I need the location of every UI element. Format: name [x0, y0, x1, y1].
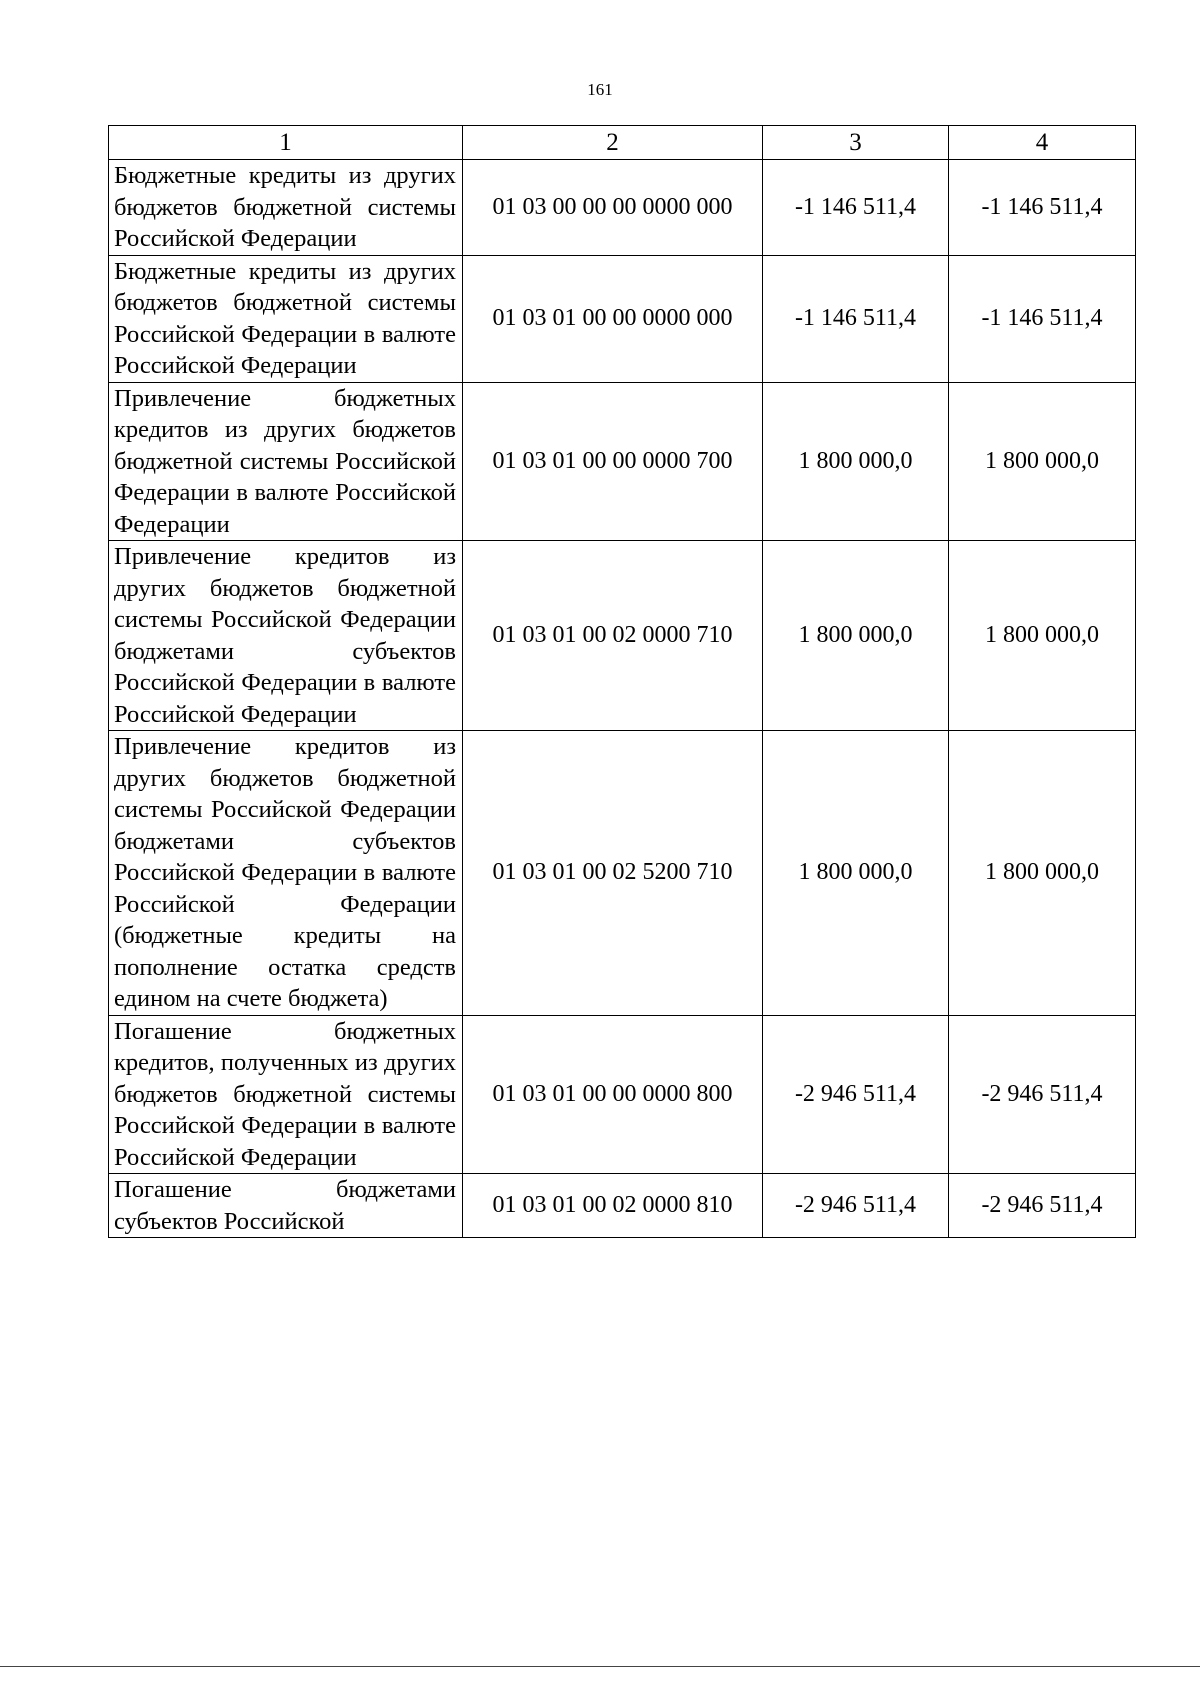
- table-header-row: [109, 126, 1136, 160]
- footer-divider: [0, 1666, 1200, 1667]
- table-row: [109, 541, 1136, 731]
- row-value-col3: 1 800 000,0: [763, 731, 949, 1016]
- row-value-col3: -1 146 511,4: [763, 255, 949, 382]
- row-name: Привлечение бюджетных кредитов из других бюджетов бюджетной системы Российской Федерации в валюте Российской Федерации: [109, 382, 463, 541]
- row-code: 01 03 00 00 00 0000 000: [463, 160, 763, 256]
- row-name: Погашение бюджетами субъектов Российской: [109, 1174, 463, 1238]
- column-header-1: 1: [109, 126, 463, 160]
- row-value-col4: 1 800 000,0: [949, 731, 1136, 1016]
- row-code: 01 03 01 00 02 0000 710: [463, 541, 763, 731]
- row-value-col3: -2 946 511,4: [763, 1015, 949, 1174]
- table-row: [109, 382, 1136, 541]
- row-value-col3: -1 146 511,4: [763, 160, 949, 256]
- page-number: 161: [587, 80, 613, 99]
- row-value-col3: 1 800 000,0: [763, 382, 949, 541]
- table-row: [109, 731, 1136, 1016]
- row-value-col4: -2 946 511,4: [949, 1174, 1136, 1238]
- row-value-col4: -1 146 511,4: [949, 255, 1136, 382]
- row-value-col3: 1 800 000,0: [763, 541, 949, 731]
- table-row: [109, 255, 1136, 382]
- row-name: Привлечение кредитов из других бюджетов бюджетной системы Российской Федерации бюджетами субъектов Российской Федерации в валюте Российской Федерации: [109, 541, 463, 731]
- row-value-col4: -1 146 511,4: [949, 160, 1136, 256]
- row-name: Бюджетные кредиты из других бюджетов бюджетной системы Российской Федерации в валюте Российской Федерации: [109, 255, 463, 382]
- row-value-col4: 1 800 000,0: [949, 382, 1136, 541]
- table-row: [109, 160, 1136, 256]
- row-value-col4: 1 800 000,0: [949, 541, 1136, 731]
- row-name: Бюджетные кредиты из других бюджетов бюджетной системы Российской Федерации: [109, 160, 463, 256]
- row-name: Привлечение кредитов из других бюджетов бюджетной системы Российской Федерации бюджетами субъектов Российской Федерации в валюте Российской Федерации (бюджетные кредиты на пополнение остатка средств едином на счете бюджета): [109, 731, 463, 1016]
- row-code: 01 03 01 00 00 0000 000: [463, 255, 763, 382]
- row-code: 01 03 01 00 02 0000 810: [463, 1174, 763, 1238]
- row-code: 01 03 01 00 00 0000 700: [463, 382, 763, 541]
- row-name: Погашение бюджетных кредитов, полученных из других бюджетов бюджетной системы Российской Федерации в валюте Российской Федерации: [109, 1015, 463, 1174]
- budget-sources-table: [108, 125, 1136, 1238]
- row-value-col4: -2 946 511,4: [949, 1015, 1136, 1174]
- row-value-col3: -2 946 511,4: [763, 1174, 949, 1238]
- column-header-2: 2: [463, 126, 763, 160]
- row-code: 01 03 01 00 00 0000 800: [463, 1015, 763, 1174]
- column-header-4: 4: [949, 126, 1136, 160]
- column-header-3: 3: [763, 126, 949, 160]
- row-code: 01 03 01 00 02 5200 710: [463, 731, 763, 1016]
- table-row: [109, 1174, 1136, 1238]
- table-row: [109, 1015, 1136, 1174]
